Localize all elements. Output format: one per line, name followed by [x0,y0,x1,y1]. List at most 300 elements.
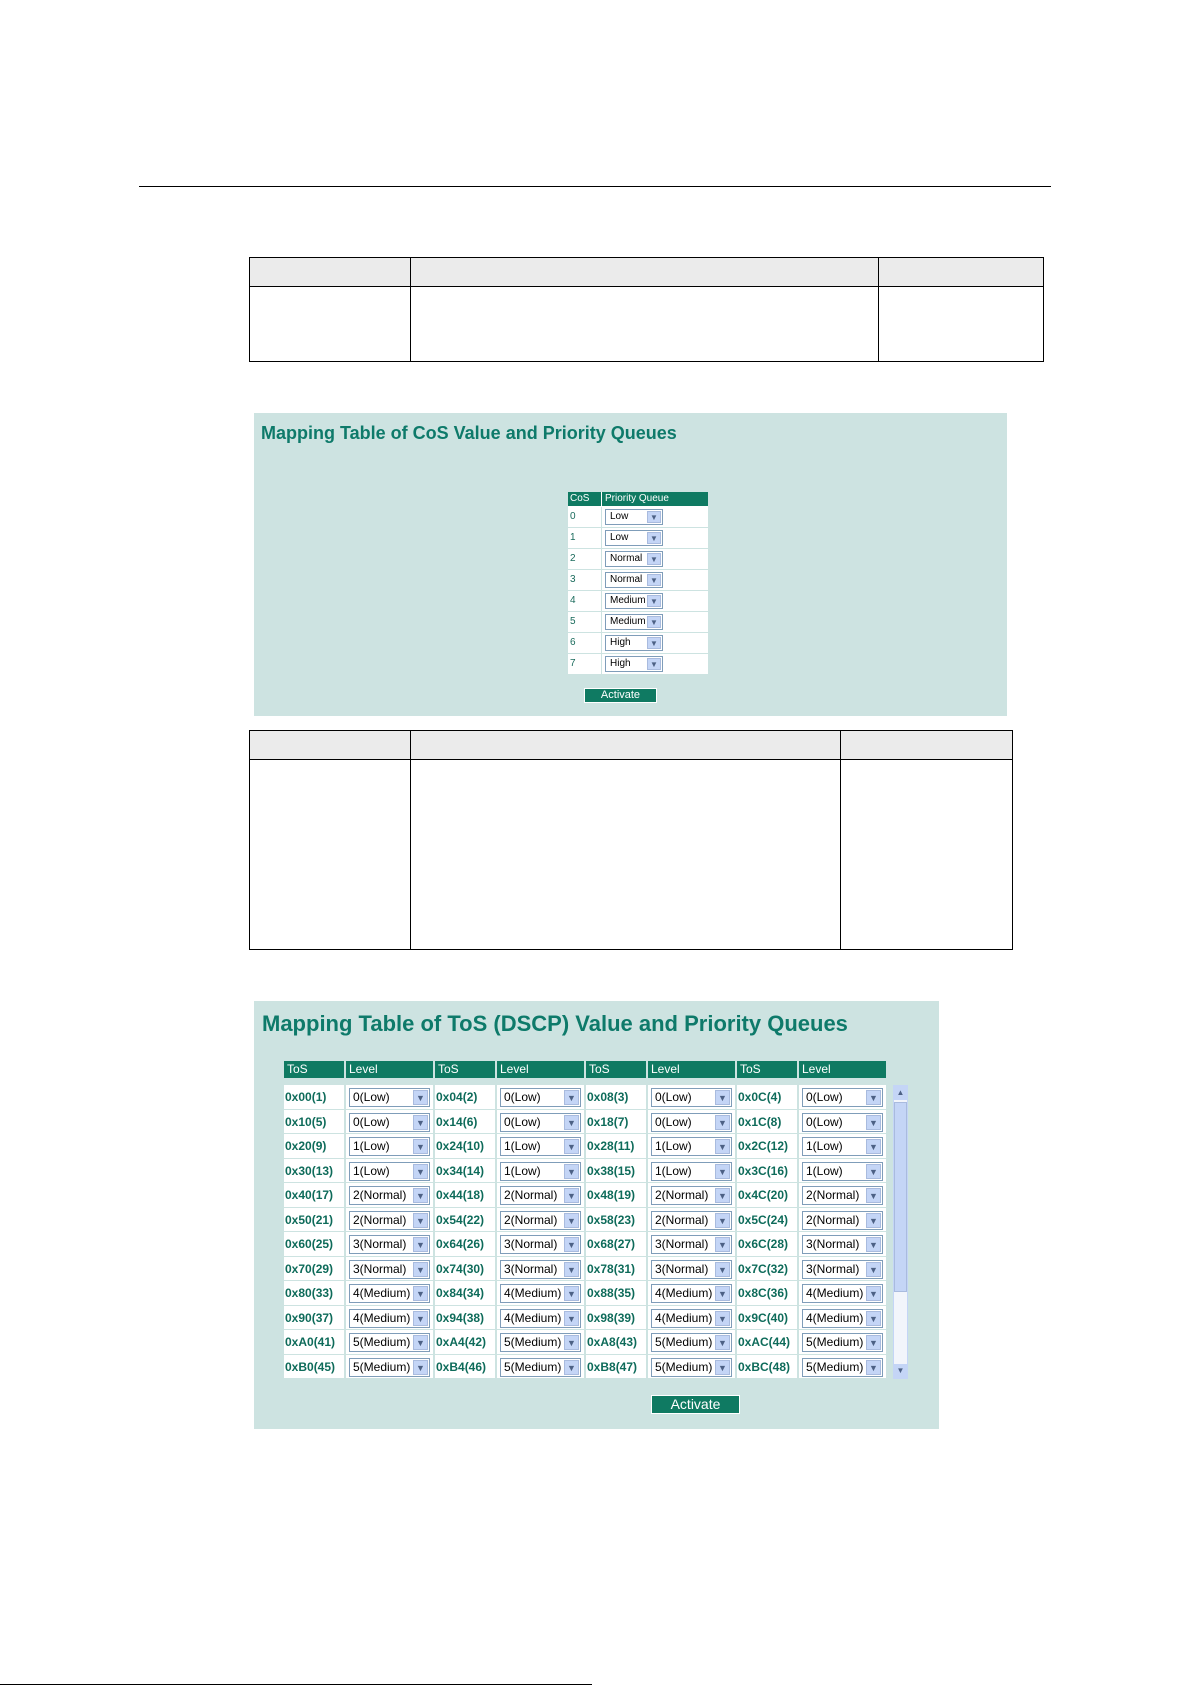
level-value: 4(Medium) [353,1310,411,1325]
tos-row [284,1134,889,1159]
chevron-down-icon[interactable]: ▼ [413,1164,428,1179]
cos-row [568,528,708,549]
level-select[interactable] [802,1211,883,1230]
level-select[interactable] [651,1235,732,1254]
chevron-down-icon[interactable]: ▼ [413,1237,428,1252]
doc-table-2-cell [411,760,841,950]
priority-queue-cell [602,633,708,653]
tos-code: 0x80(33) [284,1281,346,1306]
level-value: 1(Low) [504,1139,541,1153]
tos-code: 0x98(39) [586,1306,648,1331]
level-value: 5(Medium) [504,1335,562,1349]
chevron-down-icon[interactable]: ▼ [647,658,661,670]
chevron-down-icon[interactable]: ▼ [413,1090,428,1105]
priority-queue-select[interactable] [605,656,663,672]
chevron-down-icon[interactable]: ▼ [564,1115,579,1130]
level-select[interactable] [500,1235,581,1254]
level-cell [799,1208,888,1233]
tos-row [284,1355,889,1380]
tos-code: 0x78(31) [586,1257,648,1282]
level-value: 5(Medium) [504,1359,562,1374]
tos-column-header: ToS [737,1061,799,1078]
level-value: 1(Low) [504,1163,541,1178]
level-value: 3(Normal) [504,1261,558,1276]
level-value: 3(Normal) [353,1261,407,1276]
level-cell [799,1085,888,1110]
tos-column-header: ToS [586,1061,648,1078]
level-cell [648,1281,737,1306]
level-cell [497,1281,586,1306]
level-cell [799,1355,888,1380]
level-cell [346,1330,435,1355]
cos-column-header: CoS [568,492,602,506]
doc-table-2-cell [841,760,1013,950]
tos-code: 0x34(14) [435,1159,497,1184]
level-select[interactable] [500,1309,581,1328]
level-column-header: Level [346,1061,435,1078]
tos-row [284,1232,889,1257]
tos-code: 0x38(15) [586,1159,648,1184]
priority-queue-select[interactable] [605,635,663,651]
page-top-rule [139,186,1051,187]
level-value: 4(Medium) [655,1310,713,1325]
tos-code: 0x3C(16) [737,1159,799,1184]
tos-code: 0x4C(20) [737,1183,799,1208]
level-value: 2(Normal) [806,1188,860,1202]
cos-row [568,507,708,528]
chevron-down-icon[interactable]: ▼ [564,1360,579,1375]
level-select[interactable] [651,1333,732,1352]
tos-activate-button[interactable]: Activate [651,1395,740,1414]
tos-code: 0x00(1) [284,1085,346,1110]
chevron-down-icon[interactable]: ▼ [866,1237,881,1252]
chevron-down-icon[interactable]: ▼ [413,1311,428,1326]
tos-row [284,1257,889,1282]
tos-code: 0x48(19) [586,1183,648,1208]
tos-panel-title: Mapping Table of ToS (DSCP) Value and Priority Queues [262,1011,848,1036]
level-cell [648,1159,737,1184]
level-cell [648,1110,737,1135]
arrow-down-icon[interactable]: ▼ [894,1364,907,1378]
chevron-down-icon[interactable]: ▼ [413,1139,428,1154]
tos-code: 0x90(37) [284,1306,346,1331]
priority-queue-value: High [610,658,631,669]
chevron-down-icon[interactable]: ▼ [715,1139,730,1154]
doc-table-1-header-cell [250,258,411,287]
level-select[interactable] [651,1309,732,1328]
cos-value: 3 [568,570,602,590]
level-select[interactable] [349,1088,430,1107]
level-value: 0(Low) [806,1090,843,1104]
level-cell [497,1257,586,1282]
level-select[interactable] [500,1137,581,1156]
level-value: 3(Normal) [655,1261,709,1276]
chevron-down-icon[interactable]: ▼ [647,574,661,586]
level-value: 0(Low) [806,1114,843,1129]
doc-table-1-cell [250,287,411,362]
scrollbar-thumb[interactable] [894,1102,907,1292]
level-cell [346,1134,435,1159]
chevron-down-icon[interactable]: ▼ [413,1286,428,1301]
priority-queue-value: Normal [610,574,643,585]
level-select[interactable] [651,1211,732,1230]
chevron-down-icon[interactable]: ▼ [564,1213,579,1228]
doc-table-2-cell [250,760,411,950]
cos-value: 5 [568,612,602,632]
level-select[interactable] [802,1137,883,1156]
level-select[interactable] [802,1284,883,1303]
level-cell [799,1330,888,1355]
chevron-down-icon[interactable]: ▼ [647,616,661,628]
chevron-down-icon[interactable]: ▼ [647,532,661,544]
level-cell [799,1281,888,1306]
chevron-down-icon[interactable]: ▼ [715,1360,730,1375]
level-cell [648,1208,737,1233]
priority-queue-cell [602,612,708,632]
level-cell [648,1330,737,1355]
level-select[interactable] [802,1186,883,1205]
cos-table [568,492,708,675]
cos-value: 2 [568,549,602,569]
level-cell [497,1110,586,1135]
tos-code: 0x0C(4) [737,1085,799,1110]
level-select[interactable] [802,1358,883,1377]
tos-row [284,1085,889,1110]
level-value: 2(Normal) [353,1212,407,1227]
tos-code: 0x6C(28) [737,1232,799,1257]
level-select[interactable] [802,1113,883,1132]
level-value: 3(Normal) [504,1237,558,1251]
level-value: 2(Normal) [655,1188,709,1202]
tos-code: 0x10(5) [284,1110,346,1135]
level-value: 3(Normal) [655,1237,709,1251]
tos-code: 0xA4(42) [435,1330,497,1355]
level-select[interactable] [349,1333,430,1352]
level-select[interactable] [500,1211,581,1230]
level-value: 0(Low) [353,1090,390,1104]
level-cell [346,1110,435,1135]
chevron-down-icon[interactable]: ▼ [647,511,661,523]
doc-table-1-header-cell [879,258,1044,287]
chevron-down-icon[interactable]: ▼ [564,1335,579,1350]
level-value: 3(Normal) [806,1237,860,1251]
level-value: 1(Low) [655,1163,692,1178]
level-select[interactable] [349,1309,430,1328]
level-cell [799,1183,888,1208]
level-cell [799,1134,888,1159]
level-cell [497,1355,586,1380]
level-cell [497,1183,586,1208]
level-select[interactable] [500,1186,581,1205]
level-cell [497,1306,586,1331]
chevron-down-icon[interactable]: ▼ [866,1164,881,1179]
level-value: 3(Normal) [806,1261,860,1276]
level-cell [799,1159,888,1184]
level-cell [497,1208,586,1233]
level-value: 1(Low) [353,1163,390,1178]
doc-table-2-header-cell [250,731,411,760]
level-select[interactable] [349,1260,430,1279]
level-select[interactable] [500,1333,581,1352]
level-select[interactable] [651,1137,732,1156]
priority-queue-cell [602,507,708,527]
doc-table-2-header-cell [841,731,1013,760]
chevron-down-icon[interactable]: ▼ [715,1286,730,1301]
level-value: 2(Normal) [504,1212,558,1227]
tos-column-header: ToS [435,1061,497,1078]
level-value: 5(Medium) [353,1359,411,1374]
level-select[interactable] [500,1260,581,1279]
tos-code: 0xA8(43) [586,1330,648,1355]
level-value: 4(Medium) [504,1310,562,1325]
level-value: 1(Low) [353,1139,390,1153]
chevron-down-icon[interactable]: ▼ [564,1090,579,1105]
chevron-down-icon[interactable]: ▼ [647,595,661,607]
tos-row [284,1306,889,1331]
tos-code: 0x44(18) [435,1183,497,1208]
cos-table-body [568,507,708,675]
chevron-down-icon[interactable]: ▼ [564,1311,579,1326]
chevron-down-icon[interactable]: ▼ [413,1188,428,1203]
level-value: 2(Normal) [655,1212,709,1227]
cos-panel-title: Mapping Table of CoS Value and Priority Queues [261,423,677,443]
priority-queue-column-header: Priority Queue [605,493,669,504]
tos-code: 0x1C(8) [737,1110,799,1135]
chevron-down-icon[interactable]: ▼ [866,1286,881,1301]
level-value: 4(Medium) [806,1286,864,1300]
level-select[interactable] [349,1211,430,1230]
level-select[interactable] [349,1358,430,1377]
tos-code: 0x58(23) [586,1208,648,1233]
level-cell [497,1085,586,1110]
chevron-down-icon[interactable]: ▼ [647,553,661,565]
level-select[interactable] [651,1284,732,1303]
level-select[interactable] [802,1309,883,1328]
tos-code: 0x08(3) [586,1085,648,1110]
level-select[interactable] [802,1333,883,1352]
level-select[interactable] [802,1260,883,1279]
level-value: 0(Low) [504,1090,541,1104]
level-select[interactable] [349,1186,430,1205]
chevron-down-icon[interactable]: ▼ [715,1164,730,1179]
tos-table-scrollbar[interactable] [893,1085,908,1379]
chevron-down-icon[interactable]: ▼ [715,1237,730,1252]
level-select[interactable] [651,1186,732,1205]
level-value: 5(Medium) [353,1335,411,1349]
chevron-down-icon[interactable]: ▼ [413,1335,428,1350]
level-cell [799,1232,888,1257]
chevron-down-icon[interactable]: ▼ [564,1286,579,1301]
tos-code: 0x20(9) [284,1134,346,1159]
level-cell [648,1306,737,1331]
level-select[interactable] [500,1088,581,1107]
tos-code: 0x88(35) [586,1281,648,1306]
level-value: 0(Low) [655,1114,692,1129]
cos-activate-button[interactable]: Activate [584,688,657,703]
chevron-down-icon[interactable]: ▼ [564,1139,579,1154]
tos-code: 0x5C(24) [737,1208,799,1233]
level-select[interactable] [349,1162,430,1181]
tos-row [284,1330,889,1355]
doc-table-1 [249,257,1044,362]
chevron-down-icon[interactable]: ▼ [715,1262,730,1277]
cos-mapping-panel [254,413,1007,716]
chevron-down-icon[interactable]: ▼ [564,1188,579,1203]
chevron-down-icon[interactable]: ▼ [866,1213,881,1228]
level-cell [648,1257,737,1282]
priority-queue-value: Normal [610,553,643,564]
tos-row [284,1183,889,1208]
chevron-down-icon[interactable]: ▼ [866,1335,881,1350]
tos-code: 0x30(13) [284,1159,346,1184]
chevron-down-icon[interactable]: ▼ [866,1090,881,1105]
chevron-down-icon[interactable]: ▼ [413,1115,428,1130]
tos-code: 0x24(10) [435,1134,497,1159]
chevron-down-icon[interactable]: ▼ [715,1090,730,1105]
priority-queue-select[interactable] [605,530,663,546]
level-cell [648,1134,737,1159]
cos-value: 0 [568,507,602,527]
chevron-down-icon[interactable]: ▼ [715,1335,730,1350]
level-cell [346,1085,435,1110]
tos-code: 0xA0(41) [284,1330,346,1355]
level-value: 4(Medium) [655,1286,713,1300]
chevron-down-icon[interactable]: ▼ [866,1360,881,1375]
priority-queue-select[interactable] [605,593,663,609]
tos-row [284,1159,889,1184]
tos-code: 0xB8(47) [586,1355,648,1380]
priority-queue-value: Medium [610,616,646,627]
chevron-down-icon[interactable]: ▼ [715,1311,730,1326]
tos-code: 0xBC(48) [737,1355,799,1380]
chevron-down-icon[interactable]: ▼ [715,1213,730,1228]
priority-queue-select[interactable] [605,572,663,588]
level-select[interactable] [802,1235,883,1254]
cos-row [568,612,708,633]
level-cell [346,1208,435,1233]
tos-row [284,1110,889,1135]
cos-row [568,549,708,570]
tos-code: 0x50(21) [284,1208,346,1233]
level-cell [346,1355,435,1380]
level-value: 5(Medium) [806,1359,864,1374]
level-select[interactable] [651,1162,732,1181]
level-cell [346,1306,435,1331]
cos-row [568,633,708,654]
level-cell [497,1159,586,1184]
tos-code: 0x60(25) [284,1232,346,1257]
tos-row [284,1281,889,1306]
tos-table-header [284,1061,889,1078]
level-select[interactable] [500,1284,581,1303]
tos-code: 0x14(6) [435,1110,497,1135]
chevron-down-icon[interactable]: ▼ [647,637,661,649]
chevron-down-icon[interactable]: ▼ [866,1139,881,1154]
priority-queue-value: Medium [610,595,646,606]
priority-queue-cell [602,654,708,674]
tos-code: 0x84(34) [435,1281,497,1306]
cos-row [568,570,708,591]
chevron-down-icon[interactable]: ▼ [866,1262,881,1277]
chevron-down-icon[interactable]: ▼ [564,1237,579,1252]
level-select[interactable] [651,1113,732,1132]
level-select[interactable] [349,1235,430,1254]
level-select[interactable] [651,1088,732,1107]
tos-row [284,1208,889,1233]
chevron-down-icon[interactable]: ▼ [413,1213,428,1228]
priority-queue-cell [602,591,708,611]
level-select[interactable] [500,1162,581,1181]
chevron-down-icon[interactable]: ▼ [715,1115,730,1130]
tos-code: 0x2C(12) [737,1134,799,1159]
level-select[interactable] [500,1113,581,1132]
priority-queue-select[interactable] [605,509,663,525]
level-cell [497,1134,586,1159]
level-value: 1(Low) [655,1139,692,1153]
chevron-down-icon[interactable]: ▼ [715,1188,730,1203]
chevron-down-icon[interactable]: ▼ [866,1311,881,1326]
chevron-down-icon[interactable]: ▼ [413,1262,428,1277]
tos-code: 0x40(17) [284,1183,346,1208]
level-value: 2(Normal) [353,1188,407,1202]
cos-value: 7 [568,654,602,674]
chevron-down-icon[interactable]: ▼ [866,1188,881,1203]
level-select[interactable] [802,1088,883,1107]
cos-value: 4 [568,591,602,611]
tos-code: 0x04(2) [435,1085,497,1110]
level-value: 1(Low) [806,1139,843,1153]
tos-column-header: ToS [284,1061,346,1078]
doc-table-2-header-cell [411,731,841,760]
arrow-up-icon[interactable]: ▲ [894,1086,907,1100]
chevron-down-icon[interactable]: ▼ [564,1262,579,1277]
tos-code: 0x28(11) [586,1134,648,1159]
level-select[interactable] [500,1358,581,1377]
tos-code: 0x94(38) [435,1306,497,1331]
tos-code: 0x54(22) [435,1208,497,1233]
level-select[interactable] [651,1358,732,1377]
doc-table-1-cell [879,287,1044,362]
tos-code: 0x68(27) [586,1232,648,1257]
level-value: 4(Medium) [504,1286,562,1300]
tos-mapping-panel [254,1001,939,1429]
chevron-down-icon[interactable]: ▼ [413,1360,428,1375]
level-value: 3(Normal) [353,1237,407,1251]
level-select[interactable] [651,1260,732,1279]
level-select[interactable] [349,1284,430,1303]
level-cell [648,1183,737,1208]
level-cell [648,1085,737,1110]
priority-queue-value: High [610,637,631,648]
cos-row [568,654,708,675]
cos-table-header [568,492,708,507]
level-select[interactable] [349,1113,430,1132]
level-cell [497,1330,586,1355]
priority-queue-select[interactable] [605,551,663,567]
level-cell [648,1355,737,1380]
level-value: 2(Normal) [504,1188,558,1202]
level-cell [799,1257,888,1282]
priority-queue-cell [602,549,708,569]
level-select[interactable] [349,1137,430,1156]
chevron-down-icon[interactable]: ▼ [564,1164,579,1179]
level-cell [346,1183,435,1208]
chevron-down-icon[interactable]: ▼ [866,1115,881,1130]
level-select[interactable] [802,1162,883,1181]
priority-queue-select[interactable] [605,614,663,630]
priority-queue-value: Low [610,511,629,522]
level-value: 1(Low) [806,1163,843,1178]
